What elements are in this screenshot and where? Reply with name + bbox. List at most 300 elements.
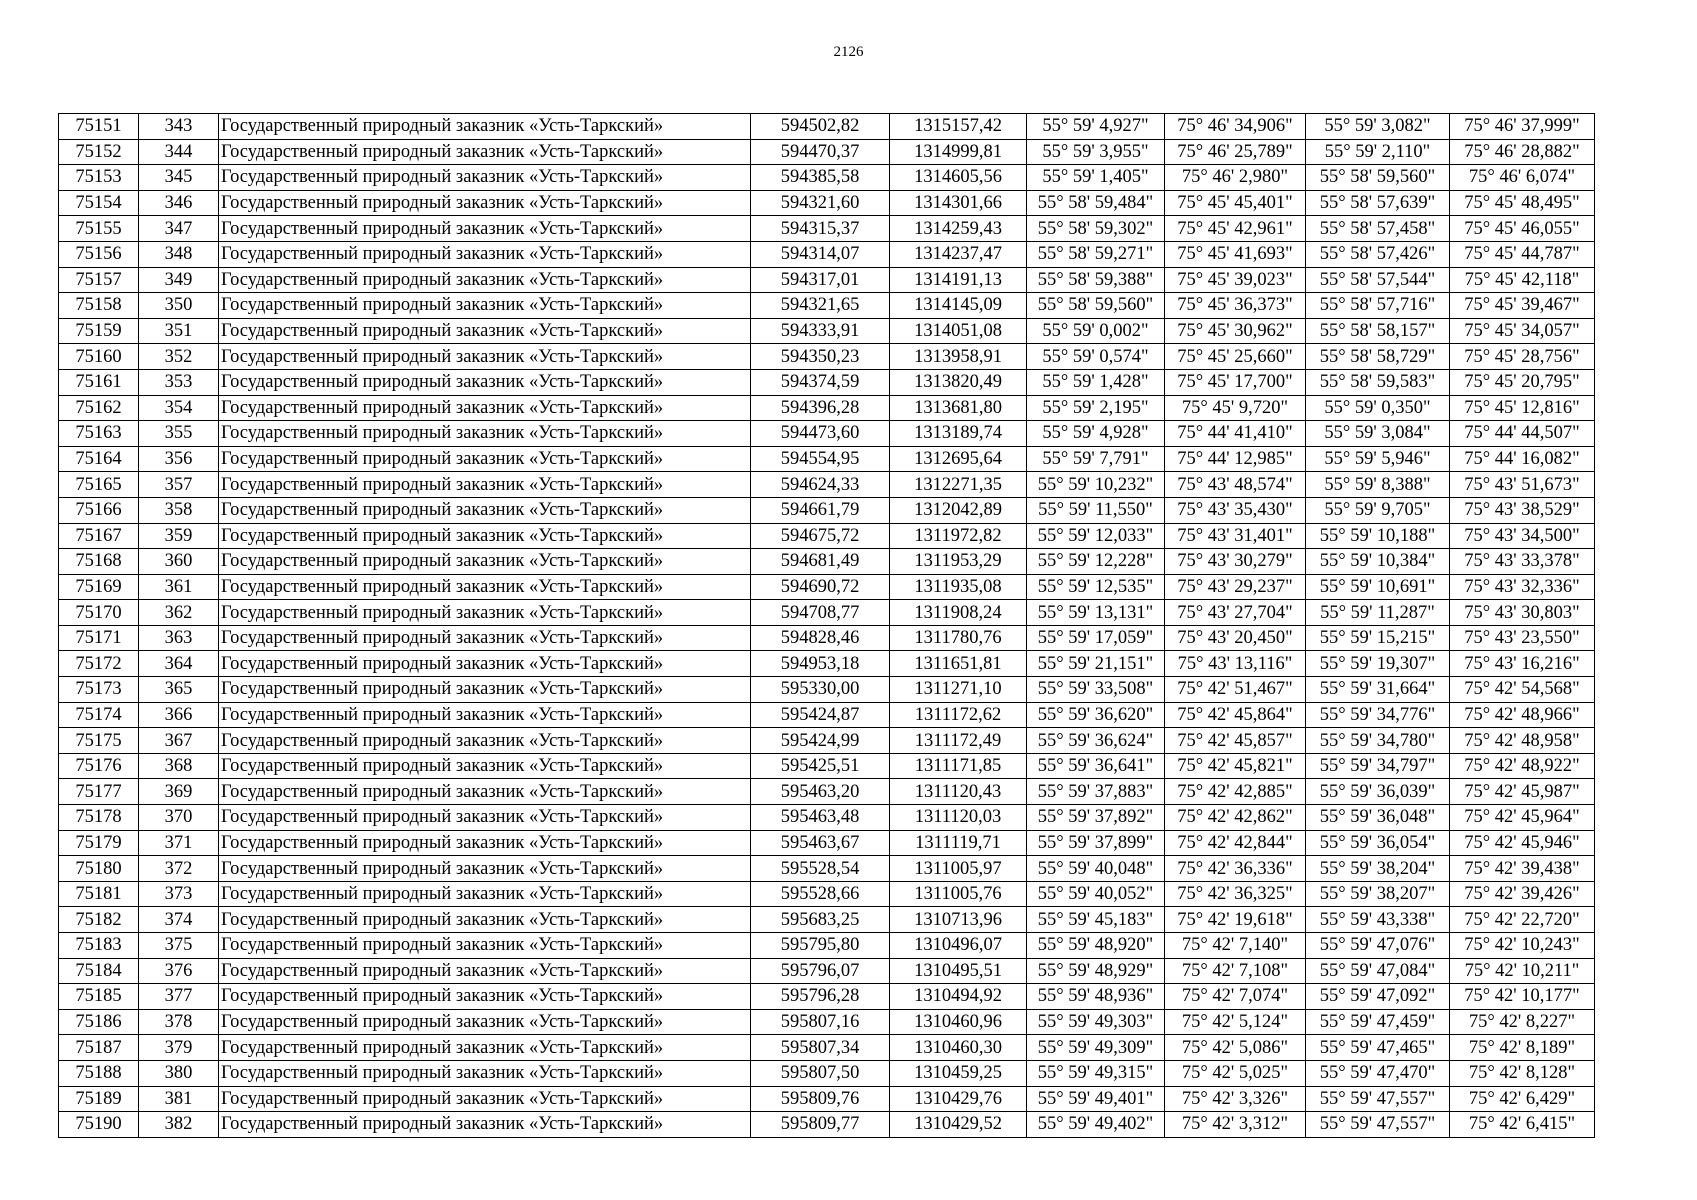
x-coordinate-cell: 594321,65 (751, 293, 890, 319)
longitude-2-cell: 75° 45' 28,756" (1450, 344, 1595, 370)
latitude-2-cell: 55° 59' 43,338" (1306, 907, 1450, 933)
longitude-2-cell: 75° 42' 45,987" (1450, 779, 1595, 805)
y-coordinate-cell: 1314145,09 (890, 293, 1027, 319)
x-coordinate-cell: 595528,66 (751, 881, 890, 907)
longitude-2-cell: 75° 42' 39,438" (1450, 856, 1595, 882)
table-row (59, 1112, 1595, 1138)
longitude-1-cell: 75° 43' 13,116" (1165, 651, 1306, 677)
point-number-cell: 362 (139, 600, 219, 626)
y-coordinate-cell: 1313681,80 (890, 395, 1027, 421)
longitude-1-cell: 75° 43' 27,704" (1165, 600, 1306, 626)
latitude-2-cell: 55° 59' 47,459" (1306, 1009, 1450, 1035)
record-id-cell: 75173 (59, 677, 139, 703)
latitude-2-cell: 55° 59' 15,215" (1306, 625, 1450, 651)
table-row (59, 702, 1595, 728)
point-number-cell: 375 (139, 933, 219, 959)
x-coordinate-cell: 595807,34 (751, 1035, 890, 1061)
record-id-cell: 75175 (59, 728, 139, 754)
longitude-1-cell: 75° 42' 42,885" (1165, 779, 1306, 805)
point-number-cell: 381 (139, 1086, 219, 1112)
y-coordinate-cell: 1315157,42 (890, 114, 1027, 140)
object-name-cell: Государственный природный заказник «Усть-Таркский» (219, 958, 751, 984)
latitude-2-cell: 55° 59' 34,776" (1306, 702, 1450, 728)
table-row (59, 574, 1595, 600)
longitude-1-cell: 75° 46' 34,906" (1165, 114, 1306, 140)
object-name-cell: Государственный природный заказник «Усть-Таркский» (219, 805, 751, 831)
point-number-cell: 371 (139, 830, 219, 856)
record-id-cell: 75158 (59, 293, 139, 319)
latitude-2-cell: 55° 59' 36,054" (1306, 830, 1450, 856)
x-coordinate-cell: 595795,80 (751, 933, 890, 959)
page-number: 2126 (833, 44, 864, 60)
longitude-2-cell: 75° 43' 38,529" (1450, 497, 1595, 523)
longitude-2-cell: 75° 43' 30,803" (1450, 600, 1595, 626)
object-name-cell: Государственный природный заказник «Усть-Таркский» (219, 1035, 751, 1061)
table-row (59, 139, 1595, 165)
y-coordinate-cell: 1311935,08 (890, 574, 1027, 600)
table-row (59, 497, 1595, 523)
record-id-cell: 75166 (59, 497, 139, 523)
table-row (59, 677, 1595, 703)
latitude-2-cell: 55° 59' 47,092" (1306, 984, 1450, 1010)
table-row (59, 779, 1595, 805)
y-coordinate-cell: 1311005,76 (890, 881, 1027, 907)
longitude-2-cell: 75° 42' 10,243" (1450, 933, 1595, 959)
point-number-cell: 353 (139, 369, 219, 395)
record-id-cell: 75177 (59, 779, 139, 805)
object-name-cell: Государственный природный заказник «Усть-Таркский» (219, 395, 751, 421)
object-name-cell: Государственный природный заказник «Усть-Таркский» (219, 574, 751, 600)
x-coordinate-cell: 595796,07 (751, 958, 890, 984)
latitude-1-cell: 55° 59' 3,955" (1027, 139, 1165, 165)
x-coordinate-cell: 594317,01 (751, 267, 890, 293)
longitude-1-cell: 75° 42' 5,025" (1165, 1060, 1306, 1086)
x-coordinate-cell: 594675,72 (751, 523, 890, 549)
longitude-2-cell: 75° 42' 48,966" (1450, 702, 1595, 728)
latitude-1-cell: 55° 59' 49,315" (1027, 1060, 1165, 1086)
x-coordinate-cell: 594470,37 (751, 139, 890, 165)
record-id-cell: 75189 (59, 1086, 139, 1112)
longitude-1-cell: 75° 42' 42,844" (1165, 830, 1306, 856)
table-row (59, 728, 1595, 754)
latitude-2-cell: 55° 59' 3,084" (1306, 421, 1450, 447)
longitude-2-cell: 75° 42' 6,429" (1450, 1086, 1595, 1112)
x-coordinate-cell: 595809,76 (751, 1086, 890, 1112)
point-number-cell: 373 (139, 881, 219, 907)
longitude-2-cell: 75° 42' 10,211" (1450, 958, 1595, 984)
longitude-2-cell: 75° 43' 23,550" (1450, 625, 1595, 651)
latitude-1-cell: 55° 59' 2,195" (1027, 395, 1165, 421)
longitude-2-cell: 75° 46' 6,074" (1450, 165, 1595, 191)
table-row (59, 907, 1595, 933)
record-id-cell: 75168 (59, 549, 139, 575)
point-number-cell: 363 (139, 625, 219, 651)
object-name-cell: Государственный природный заказник «Усть-Таркский» (219, 1086, 751, 1112)
longitude-2-cell: 75° 42' 10,177" (1450, 984, 1595, 1010)
object-name-cell: Государственный природный заказник «Усть-Таркский» (219, 267, 751, 293)
latitude-2-cell: 55° 59' 36,048" (1306, 805, 1450, 831)
record-id-cell: 75179 (59, 830, 139, 856)
record-id-cell: 75186 (59, 1009, 139, 1035)
longitude-2-cell: 75° 45' 44,787" (1450, 241, 1595, 267)
longitude-1-cell: 75° 42' 7,074" (1165, 984, 1306, 1010)
x-coordinate-cell: 595330,00 (751, 677, 890, 703)
y-coordinate-cell: 1311908,24 (890, 600, 1027, 626)
latitude-2-cell: 55° 59' 31,664" (1306, 677, 1450, 703)
x-coordinate-cell: 595807,16 (751, 1009, 890, 1035)
object-name-cell: Государственный природный заказник «Усть-Таркский» (219, 497, 751, 523)
table-row (59, 421, 1595, 447)
y-coordinate-cell: 1311780,76 (890, 625, 1027, 651)
point-number-cell: 356 (139, 446, 219, 472)
y-coordinate-cell: 1312271,35 (890, 472, 1027, 498)
x-coordinate-cell: 595796,28 (751, 984, 890, 1010)
y-coordinate-cell: 1314301,66 (890, 190, 1027, 216)
y-coordinate-cell: 1310429,76 (890, 1086, 1027, 1112)
record-id-cell: 75184 (59, 958, 139, 984)
x-coordinate-cell: 595463,67 (751, 830, 890, 856)
y-coordinate-cell: 1311651,81 (890, 651, 1027, 677)
y-coordinate-cell: 1313189,74 (890, 421, 1027, 447)
table-row (59, 344, 1595, 370)
record-id-cell: 75160 (59, 344, 139, 370)
table-row (59, 753, 1595, 779)
point-number-cell: 382 (139, 1112, 219, 1138)
longitude-1-cell: 75° 45' 9,720" (1165, 395, 1306, 421)
latitude-1-cell: 55° 59' 11,550" (1027, 497, 1165, 523)
latitude-2-cell: 55° 59' 10,384" (1306, 549, 1450, 575)
longitude-1-cell: 75° 42' 36,336" (1165, 856, 1306, 882)
record-id-cell: 75172 (59, 651, 139, 677)
longitude-1-cell: 75° 43' 48,574" (1165, 472, 1306, 498)
object-name-cell: Государственный природный заказник «Усть-Таркский» (219, 830, 751, 856)
point-number-cell: 351 (139, 318, 219, 344)
x-coordinate-cell: 595424,87 (751, 702, 890, 728)
longitude-2-cell: 75° 42' 8,227" (1450, 1009, 1595, 1035)
y-coordinate-cell: 1312695,64 (890, 446, 1027, 472)
y-coordinate-cell: 1310494,92 (890, 984, 1027, 1010)
record-id-cell: 75187 (59, 1035, 139, 1061)
point-number-cell: 355 (139, 421, 219, 447)
object-name-cell: Государственный природный заказник «Усть-Таркский» (219, 446, 751, 472)
latitude-2-cell: 55° 59' 0,350" (1306, 395, 1450, 421)
point-number-cell: 360 (139, 549, 219, 575)
longitude-1-cell: 75° 42' 19,618" (1165, 907, 1306, 933)
longitude-1-cell: 75° 43' 30,279" (1165, 549, 1306, 575)
y-coordinate-cell: 1310496,07 (890, 933, 1027, 959)
point-number-cell: 380 (139, 1060, 219, 1086)
longitude-2-cell: 75° 45' 48,495" (1450, 190, 1595, 216)
point-number-cell: 352 (139, 344, 219, 370)
x-coordinate-cell: 594708,77 (751, 600, 890, 626)
latitude-2-cell: 55° 59' 5,946" (1306, 446, 1450, 472)
x-coordinate-cell: 595424,99 (751, 728, 890, 754)
longitude-1-cell: 75° 45' 36,373" (1165, 293, 1306, 319)
y-coordinate-cell: 1311271,10 (890, 677, 1027, 703)
latitude-1-cell: 55° 59' 48,929" (1027, 958, 1165, 984)
point-number-cell: 350 (139, 293, 219, 319)
x-coordinate-cell: 595463,20 (751, 779, 890, 805)
longitude-2-cell: 75° 46' 28,882" (1450, 139, 1595, 165)
point-number-cell: 343 (139, 114, 219, 140)
longitude-1-cell: 75° 42' 45,864" (1165, 702, 1306, 728)
latitude-2-cell: 55° 59' 47,084" (1306, 958, 1450, 984)
x-coordinate-cell: 594681,49 (751, 549, 890, 575)
longitude-1-cell: 75° 42' 51,467" (1165, 677, 1306, 703)
x-coordinate-cell: 594828,46 (751, 625, 890, 651)
longitude-2-cell: 75° 42' 8,189" (1450, 1035, 1595, 1061)
x-coordinate-cell: 594473,60 (751, 421, 890, 447)
object-name-cell: Государственный природный заказник «Усть-Таркский» (219, 677, 751, 703)
record-id-cell: 75161 (59, 369, 139, 395)
table-row (59, 984, 1595, 1010)
longitude-2-cell: 75° 42' 45,964" (1450, 805, 1595, 831)
longitude-2-cell: 75° 43' 34,500" (1450, 523, 1595, 549)
object-name-cell: Государственный природный заказник «Усть-Таркский» (219, 881, 751, 907)
x-coordinate-cell: 594314,07 (751, 241, 890, 267)
latitude-2-cell: 55° 59' 38,207" (1306, 881, 1450, 907)
latitude-1-cell: 55° 59' 4,927" (1027, 114, 1165, 140)
latitude-1-cell: 55° 59' 12,228" (1027, 549, 1165, 575)
latitude-1-cell: 55° 59' 36,624" (1027, 728, 1165, 754)
table-row (59, 318, 1595, 344)
record-id-cell: 75163 (59, 421, 139, 447)
latitude-1-cell: 55° 58' 59,271" (1027, 241, 1165, 267)
record-id-cell: 75183 (59, 933, 139, 959)
y-coordinate-cell: 1314191,13 (890, 267, 1027, 293)
point-number-cell: 359 (139, 523, 219, 549)
latitude-1-cell: 55° 59' 48,936" (1027, 984, 1165, 1010)
longitude-1-cell: 75° 42' 7,140" (1165, 933, 1306, 959)
longitude-1-cell: 75° 46' 2,980" (1165, 165, 1306, 191)
record-id-cell: 75188 (59, 1060, 139, 1086)
point-number-cell: 368 (139, 753, 219, 779)
record-id-cell: 75170 (59, 600, 139, 626)
y-coordinate-cell: 1314259,43 (890, 216, 1027, 242)
latitude-2-cell: 55° 59' 47,076" (1306, 933, 1450, 959)
table-row (59, 1009, 1595, 1035)
table-row (59, 241, 1595, 267)
table-row (59, 293, 1595, 319)
x-coordinate-cell: 594661,79 (751, 497, 890, 523)
record-id-cell: 75182 (59, 907, 139, 933)
table-row (59, 114, 1595, 140)
longitude-2-cell: 75° 42' 48,922" (1450, 753, 1595, 779)
x-coordinate-cell: 594315,37 (751, 216, 890, 242)
point-number-cell: 372 (139, 856, 219, 882)
table-row (59, 1060, 1595, 1086)
longitude-1-cell: 75° 45' 42,961" (1165, 216, 1306, 242)
object-name-cell: Государственный природный заказник «Усть-Таркский» (219, 293, 751, 319)
y-coordinate-cell: 1311953,29 (890, 549, 1027, 575)
table-row (59, 651, 1595, 677)
x-coordinate-cell: 594321,60 (751, 190, 890, 216)
x-coordinate-cell: 594333,91 (751, 318, 890, 344)
table-row (59, 267, 1595, 293)
x-coordinate-cell: 595807,50 (751, 1060, 890, 1086)
latitude-1-cell: 55° 59' 49,309" (1027, 1035, 1165, 1061)
point-number-cell: 370 (139, 805, 219, 831)
point-number-cell: 369 (139, 779, 219, 805)
y-coordinate-cell: 1310460,96 (890, 1009, 1027, 1035)
table-row (59, 523, 1595, 549)
point-number-cell: 378 (139, 1009, 219, 1035)
table-row (59, 549, 1595, 575)
y-coordinate-cell: 1314051,08 (890, 318, 1027, 344)
x-coordinate-cell: 594502,82 (751, 114, 890, 140)
point-number-cell: 348 (139, 241, 219, 267)
record-id-cell: 75164 (59, 446, 139, 472)
latitude-2-cell: 55° 59' 47,557" (1306, 1086, 1450, 1112)
y-coordinate-cell: 1310495,51 (890, 958, 1027, 984)
x-coordinate-cell: 595425,51 (751, 753, 890, 779)
object-name-cell: Государственный природный заказник «Усть-Таркский» (219, 165, 751, 191)
latitude-1-cell: 55° 59' 36,620" (1027, 702, 1165, 728)
latitude-2-cell: 55° 59' 11,287" (1306, 600, 1450, 626)
longitude-2-cell: 75° 46' 37,999" (1450, 114, 1595, 140)
longitude-1-cell: 75° 42' 5,124" (1165, 1009, 1306, 1035)
table-row (59, 190, 1595, 216)
latitude-1-cell: 55° 59' 37,899" (1027, 830, 1165, 856)
point-number-cell: 344 (139, 139, 219, 165)
object-name-cell: Государственный природный заказник «Усть-Таркский» (219, 1060, 751, 1086)
y-coordinate-cell: 1313958,91 (890, 344, 1027, 370)
longitude-2-cell: 75° 43' 16,216" (1450, 651, 1595, 677)
latitude-2-cell: 55° 58' 57,458" (1306, 216, 1450, 242)
point-number-cell: 358 (139, 497, 219, 523)
object-name-cell: Государственный природный заказник «Усть-Таркский» (219, 856, 751, 882)
record-id-cell: 75162 (59, 395, 139, 421)
latitude-2-cell: 55° 58' 57,639" (1306, 190, 1450, 216)
record-id-cell: 75156 (59, 241, 139, 267)
x-coordinate-cell: 594385,58 (751, 165, 890, 191)
x-coordinate-cell: 594690,72 (751, 574, 890, 600)
x-coordinate-cell: 595528,54 (751, 856, 890, 882)
record-id-cell: 75151 (59, 114, 139, 140)
x-coordinate-cell: 595683,25 (751, 907, 890, 933)
latitude-1-cell: 55° 59' 33,508" (1027, 677, 1165, 703)
longitude-1-cell: 75° 45' 45,401" (1165, 190, 1306, 216)
longitude-1-cell: 75° 46' 25,789" (1165, 139, 1306, 165)
record-id-cell: 75167 (59, 523, 139, 549)
point-number-cell: 367 (139, 728, 219, 754)
object-name-cell: Государственный природный заказник «Усть-Таркский» (219, 702, 751, 728)
object-name-cell: Государственный природный заказник «Усть-Таркский» (219, 318, 751, 344)
table-row (59, 958, 1595, 984)
object-name-cell: Государственный природный заказник «Усть-Таркский» (219, 549, 751, 575)
latitude-2-cell: 55° 59' 47,465" (1306, 1035, 1450, 1061)
longitude-2-cell: 75° 43' 32,336" (1450, 574, 1595, 600)
record-id-cell: 75154 (59, 190, 139, 216)
longitude-2-cell: 75° 42' 8,128" (1450, 1060, 1595, 1086)
longitude-2-cell: 75° 42' 48,958" (1450, 728, 1595, 754)
latitude-2-cell: 55° 58' 59,583" (1306, 369, 1450, 395)
table-row (59, 625, 1595, 651)
record-id-cell: 75159 (59, 318, 139, 344)
table-row (59, 830, 1595, 856)
latitude-2-cell: 55° 59' 34,797" (1306, 753, 1450, 779)
point-number-cell: 377 (139, 984, 219, 1010)
table-row (59, 216, 1595, 242)
latitude-2-cell: 55° 58' 57,544" (1306, 267, 1450, 293)
latitude-1-cell: 55° 58' 59,302" (1027, 216, 1165, 242)
y-coordinate-cell: 1313820,49 (890, 369, 1027, 395)
object-name-cell: Государственный природный заказник «Усть-Таркский» (219, 779, 751, 805)
point-number-cell: 364 (139, 651, 219, 677)
latitude-1-cell: 55° 58' 59,388" (1027, 267, 1165, 293)
object-name-cell: Государственный природный заказник «Усть-Таркский» (219, 753, 751, 779)
point-number-cell: 376 (139, 958, 219, 984)
latitude-2-cell: 55° 59' 10,188" (1306, 523, 1450, 549)
table-row (59, 856, 1595, 882)
x-coordinate-cell: 595809,77 (751, 1112, 890, 1138)
record-id-cell: 75190 (59, 1112, 139, 1138)
object-name-cell: Государственный природный заказник «Усть-Таркский» (219, 728, 751, 754)
latitude-1-cell: 55° 59' 12,535" (1027, 574, 1165, 600)
latitude-1-cell: 55° 59' 10,232" (1027, 472, 1165, 498)
latitude-2-cell: 55° 59' 36,039" (1306, 779, 1450, 805)
longitude-2-cell: 75° 42' 39,426" (1450, 881, 1595, 907)
object-name-cell: Государственный природный заказник «Усть-Таркский» (219, 472, 751, 498)
object-name-cell: Государственный природный заказник «Усть-Таркский» (219, 1112, 751, 1138)
x-coordinate-cell: 594624,33 (751, 472, 890, 498)
record-id-cell: 75180 (59, 856, 139, 882)
latitude-1-cell: 55° 59' 49,401" (1027, 1086, 1165, 1112)
longitude-2-cell: 75° 42' 45,946" (1450, 830, 1595, 856)
record-id-cell: 75165 (59, 472, 139, 498)
latitude-1-cell: 55° 59' 17,059" (1027, 625, 1165, 651)
x-coordinate-cell: 594554,95 (751, 446, 890, 472)
y-coordinate-cell: 1311171,85 (890, 753, 1027, 779)
longitude-1-cell: 75° 42' 7,108" (1165, 958, 1306, 984)
point-number-cell: 354 (139, 395, 219, 421)
latitude-2-cell: 55° 59' 3,082" (1306, 114, 1450, 140)
latitude-1-cell: 55° 59' 12,033" (1027, 523, 1165, 549)
longitude-1-cell: 75° 42' 42,862" (1165, 805, 1306, 831)
longitude-1-cell: 75° 44' 41,410" (1165, 421, 1306, 447)
longitude-2-cell: 75° 43' 51,673" (1450, 472, 1595, 498)
latitude-1-cell: 55° 58' 59,560" (1027, 293, 1165, 319)
latitude-2-cell: 55° 58' 58,729" (1306, 344, 1450, 370)
object-name-cell: Государственный природный заказник «Усть-Таркский» (219, 984, 751, 1010)
y-coordinate-cell: 1314237,47 (890, 241, 1027, 267)
y-coordinate-cell: 1314605,56 (890, 165, 1027, 191)
longitude-1-cell: 75° 45' 41,693" (1165, 241, 1306, 267)
latitude-2-cell: 55° 59' 34,780" (1306, 728, 1450, 754)
table-row (59, 881, 1595, 907)
latitude-2-cell: 55° 58' 59,560" (1306, 165, 1450, 191)
y-coordinate-cell: 1314999,81 (890, 139, 1027, 165)
longitude-2-cell: 75° 45' 12,816" (1450, 395, 1595, 421)
y-coordinate-cell: 1311972,82 (890, 523, 1027, 549)
point-number-cell: 361 (139, 574, 219, 600)
latitude-1-cell: 55° 59' 37,883" (1027, 779, 1165, 805)
record-id-cell: 75152 (59, 139, 139, 165)
table-row (59, 165, 1595, 191)
y-coordinate-cell: 1311172,62 (890, 702, 1027, 728)
latitude-1-cell: 55° 59' 13,131" (1027, 600, 1165, 626)
object-name-cell: Государственный природный заказник «Усть-Таркский» (219, 241, 751, 267)
longitude-2-cell: 75° 45' 46,055" (1450, 216, 1595, 242)
record-id-cell: 75185 (59, 984, 139, 1010)
latitude-1-cell: 55° 59' 40,052" (1027, 881, 1165, 907)
latitude-2-cell: 55° 59' 38,204" (1306, 856, 1450, 882)
longitude-2-cell: 75° 45' 42,118" (1450, 267, 1595, 293)
object-name-cell: Государственный природный заказник «Усть-Таркский» (219, 369, 751, 395)
object-name-cell: Государственный природный заказник «Усть-Таркский» (219, 1009, 751, 1035)
latitude-1-cell: 55° 58' 59,484" (1027, 190, 1165, 216)
object-name-cell: Государственный природный заказник «Усть-Таркский» (219, 651, 751, 677)
